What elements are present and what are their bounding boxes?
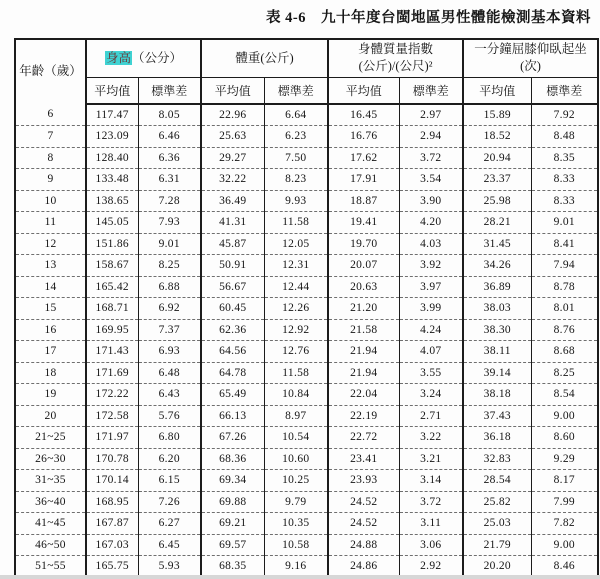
cell-situp-sd: 8.48 (531, 126, 598, 148)
cell-bmi-mean: 20.63 (328, 276, 399, 298)
cell-age: 18 (15, 362, 86, 384)
table-row (15, 233, 598, 255)
cell-height-sd: 6.88 (138, 276, 201, 298)
cell-height-mean: 167.87 (86, 513, 138, 535)
table-row (15, 169, 598, 191)
cell-situp-sd: 8.46 (531, 556, 598, 578)
subheader-situp-sd: 標準差 (531, 77, 598, 104)
cell-bmi-mean: 23.93 (328, 470, 399, 492)
cell-bmi-sd: 4.07 (399, 341, 463, 363)
cell-bmi-mean: 19.41 (328, 212, 399, 234)
height-label-highlight: 身高 (105, 50, 131, 65)
table-row (15, 491, 598, 513)
cell-bmi-sd: 3.72 (399, 147, 463, 169)
cell-situp-sd: 8.35 (531, 147, 598, 169)
situp-header-cell (463, 39, 598, 77)
cell-bmi-mean: 21.94 (328, 341, 399, 363)
cell-weight-sd: 10.25 (264, 470, 328, 492)
cell-weight-sd: 11.58 (264, 212, 328, 234)
cell-age: 41~45 (15, 513, 86, 535)
cell-height-mean: 172.58 (86, 405, 138, 427)
cell-bmi-sd: 3.14 (399, 470, 463, 492)
subheader-weight-sd: 標準差 (264, 77, 328, 104)
cell-height-mean: 158.67 (86, 255, 138, 277)
cell-height-sd: 5.93 (138, 556, 201, 578)
cell-bmi-mean: 24.86 (328, 556, 399, 578)
bmi-header-cell (328, 39, 463, 77)
cell-weight-sd: 6.64 (264, 104, 328, 126)
cell-height-mean: 171.97 (86, 427, 138, 449)
cell-height-mean: 165.42 (86, 276, 138, 298)
cell-height-mean: 151.86 (86, 233, 138, 255)
cell-bmi-mean: 22.19 (328, 405, 399, 427)
cell-weight-sd: 6.23 (264, 126, 328, 148)
cell-situp-sd: 8.25 (531, 362, 598, 384)
cell-bmi-sd: 4.03 (399, 233, 463, 255)
cell-situp-mean: 28.21 (463, 212, 531, 234)
weight-label: 體重(公斤) (235, 50, 294, 65)
cell-height-mean: 170.78 (86, 448, 138, 470)
cell-weight-mean: 41.31 (201, 212, 264, 234)
cell-weight-sd: 8.23 (264, 169, 328, 191)
cell-bmi-mean: 22.72 (328, 427, 399, 449)
cell-bmi-sd: 3.90 (399, 190, 463, 212)
cell-weight-mean: 64.56 (201, 341, 264, 363)
cell-height-sd: 6.45 (138, 534, 201, 556)
cell-height-sd: 6.92 (138, 298, 201, 320)
cell-situp-sd: 8.33 (531, 169, 598, 191)
cell-situp-mean: 18.52 (463, 126, 531, 148)
cell-height-sd: 6.43 (138, 384, 201, 406)
cell-weight-mean: 69.34 (201, 470, 264, 492)
cell-height-sd: 5.76 (138, 405, 201, 427)
cell-weight-sd: 12.26 (264, 298, 328, 320)
cell-weight-mean: 65.49 (201, 384, 264, 406)
cell-height-sd: 8.05 (138, 104, 201, 126)
cell-bmi-mean: 22.04 (328, 384, 399, 406)
cell-situp-mean: 15.89 (463, 104, 531, 126)
cell-situp-mean: 23.37 (463, 169, 531, 191)
cell-bmi-mean: 16.45 (328, 104, 399, 126)
cell-situp-sd: 8.76 (531, 319, 598, 341)
header-group-row (15, 39, 598, 77)
cell-age: 21~25 (15, 427, 86, 449)
cell-situp-mean: 38.11 (463, 341, 531, 363)
cell-situp-mean: 21.79 (463, 534, 531, 556)
cell-weight-mean: 68.36 (201, 448, 264, 470)
cell-height-mean: 165.75 (86, 556, 138, 578)
cell-weight-mean: 69.21 (201, 513, 264, 535)
cell-age: 7 (15, 126, 86, 148)
cell-situp-mean: 20.94 (463, 147, 531, 169)
cell-weight-sd: 9.93 (264, 190, 328, 212)
cell-situp-mean: 39.14 (463, 362, 531, 384)
cell-weight-mean: 50.91 (201, 255, 264, 277)
cell-situp-sd: 8.01 (531, 298, 598, 320)
cell-age: 8 (15, 147, 86, 169)
cell-situp-mean: 36.18 (463, 427, 531, 449)
cell-age: 13 (15, 255, 86, 277)
table-row (15, 384, 598, 406)
cell-height-mean: 133.48 (86, 169, 138, 191)
cell-height-sd: 7.93 (138, 212, 201, 234)
table-row (15, 147, 598, 169)
cell-age: 14 (15, 276, 86, 298)
cell-age: 20 (15, 405, 86, 427)
cell-height-mean: 168.95 (86, 491, 138, 513)
cell-height-sd: 8.25 (138, 255, 201, 277)
cell-weight-sd: 12.76 (264, 341, 328, 363)
cell-bmi-mean: 24.88 (328, 534, 399, 556)
cell-weight-sd: 10.54 (264, 427, 328, 449)
table-row (15, 104, 598, 126)
cell-situp-mean: 34.26 (463, 255, 531, 277)
cell-weight-sd: 9.79 (264, 491, 328, 513)
cell-weight-mean: 64.78 (201, 362, 264, 384)
cell-weight-mean: 45.87 (201, 233, 264, 255)
cell-age: 36~40 (15, 491, 86, 513)
cell-weight-sd: 7.50 (264, 147, 328, 169)
cell-bmi-sd: 3.21 (399, 448, 463, 470)
cell-bmi-sd: 3.06 (399, 534, 463, 556)
table-row (15, 534, 598, 556)
cell-height-mean: 167.03 (86, 534, 138, 556)
cell-height-mean: 171.69 (86, 362, 138, 384)
cell-age: 46~50 (15, 534, 86, 556)
weight-header-cell (201, 39, 328, 77)
cell-weight-sd: 10.35 (264, 513, 328, 535)
cell-height-mean: 138.65 (86, 190, 138, 212)
table-row (15, 362, 598, 384)
table-row (15, 276, 598, 298)
cell-height-mean: 117.47 (86, 104, 138, 126)
cell-bmi-sd: 2.92 (399, 556, 463, 578)
cell-situp-sd: 7.82 (531, 513, 598, 535)
cell-age: 26~30 (15, 448, 86, 470)
cell-weight-sd: 12.31 (264, 255, 328, 277)
table-row (15, 319, 598, 341)
cell-bmi-mean: 17.91 (328, 169, 399, 191)
cell-bmi-mean: 21.58 (328, 319, 399, 341)
cell-weight-mean: 68.35 (201, 556, 264, 578)
height-unit-label: （公分） (132, 50, 183, 65)
cell-weight-sd: 12.44 (264, 276, 328, 298)
cell-situp-sd: 9.00 (531, 534, 598, 556)
cell-bmi-mean: 21.20 (328, 298, 399, 320)
cell-height-mean: 172.22 (86, 384, 138, 406)
cell-situp-sd: 8.60 (531, 427, 598, 449)
cell-weight-mean: 66.13 (201, 405, 264, 427)
cell-height-sd: 6.15 (138, 470, 201, 492)
cell-height-mean: 171.43 (86, 341, 138, 363)
cell-height-sd: 7.28 (138, 190, 201, 212)
cell-weight-mean: 67.26 (201, 427, 264, 449)
cell-situp-sd: 8.33 (531, 190, 598, 212)
cell-height-mean: 128.40 (86, 147, 138, 169)
cell-age: 11 (15, 212, 86, 234)
cell-height-sd: 6.46 (138, 126, 201, 148)
age-header-cell: 年齡（歲） (19, 64, 82, 79)
cell-bmi-sd: 3.24 (399, 384, 463, 406)
cell-bmi-sd: 3.99 (399, 298, 463, 320)
cell-situp-sd: 7.92 (531, 104, 598, 126)
cell-height-sd: 6.48 (138, 362, 201, 384)
cell-height-sd: 6.80 (138, 427, 201, 449)
table-row (15, 341, 598, 363)
cell-age: 15 (15, 298, 86, 320)
cell-situp-sd: 7.94 (531, 255, 598, 277)
cell-situp-mean: 25.98 (463, 190, 531, 212)
cell-situp-sd: 9.29 (531, 448, 598, 470)
table-row (15, 513, 598, 535)
cell-height-sd: 6.93 (138, 341, 201, 363)
cell-age: 16 (15, 319, 86, 341)
table-row (15, 448, 598, 470)
cell-weight-mean: 69.88 (201, 491, 264, 513)
cell-height-mean: 123.09 (86, 126, 138, 148)
subheader-situp-mean: 平均值 (463, 77, 531, 104)
cell-situp-sd: 8.41 (531, 233, 598, 255)
cell-weight-mean: 25.63 (201, 126, 264, 148)
cell-bmi-sd: 3.22 (399, 427, 463, 449)
cell-bmi-sd: 3.55 (399, 362, 463, 384)
cell-height-mean: 145.05 (86, 212, 138, 234)
table-row (15, 255, 598, 277)
cell-weight-sd: 12.05 (264, 233, 328, 255)
cell-situp-sd: 8.17 (531, 470, 598, 492)
cell-height-sd: 6.36 (138, 147, 201, 169)
cell-weight-sd: 10.58 (264, 534, 328, 556)
cell-situp-sd: 7.99 (531, 491, 598, 513)
cell-situp-mean: 38.18 (463, 384, 531, 406)
cell-age: 10 (15, 190, 86, 212)
height-header-cell (86, 39, 201, 77)
cell-bmi-sd: 3.54 (399, 169, 463, 191)
cell-bmi-mean: 24.52 (328, 513, 399, 535)
cell-height-sd: 7.37 (138, 319, 201, 341)
cell-situp-mean: 20.20 (463, 556, 531, 578)
cell-age: 6 (47, 108, 54, 121)
table-row (15, 405, 598, 427)
subheader-row (15, 77, 598, 104)
cell-weight-sd: 12.92 (264, 319, 328, 341)
cell-bmi-mean: 16.76 (328, 126, 399, 148)
situp-label-line1: 一分鐘屈膝仰臥起坐 (474, 42, 587, 57)
cell-weight-mean: 56.67 (201, 276, 264, 298)
cell-bmi-sd: 2.71 (399, 405, 463, 427)
cell-weight-mean: 62.36 (201, 319, 264, 341)
cell-situp-sd: 8.78 (531, 276, 598, 298)
cell-height-sd: 6.31 (138, 169, 201, 191)
cell-situp-sd: 9.01 (531, 212, 598, 234)
cell-bmi-sd: 3.97 (399, 276, 463, 298)
cell-situp-mean: 38.30 (463, 319, 531, 341)
subheader-weight-mean: 平均值 (201, 77, 264, 104)
cell-age: 19 (15, 384, 86, 406)
cell-situp-mean: 25.82 (463, 491, 531, 513)
cell-bmi-mean: 23.41 (328, 448, 399, 470)
cell-bmi-mean: 18.87 (328, 190, 399, 212)
cell-bmi-sd: 4.24 (399, 319, 463, 341)
cell-bmi-sd: 2.97 (399, 104, 463, 126)
cell-weight-sd: 10.84 (264, 384, 328, 406)
cell-height-sd: 6.20 (138, 448, 201, 470)
cell-bmi-mean: 24.52 (328, 491, 399, 513)
cell-bmi-mean: 17.62 (328, 147, 399, 169)
cell-height-mean: 170.14 (86, 470, 138, 492)
subheader-bmi-mean: 平均值 (328, 77, 399, 104)
cell-situp-mean: 28.54 (463, 470, 531, 492)
table-row (15, 470, 598, 492)
cell-weight-sd: 10.60 (264, 448, 328, 470)
cell-height-mean: 168.71 (86, 298, 138, 320)
cell-age: 9 (15, 169, 86, 191)
cell-weight-mean: 69.57 (201, 534, 264, 556)
cell-height-sd: 9.01 (138, 233, 201, 255)
cell-age: 12 (15, 233, 86, 255)
cell-weight-mean: 22.96 (201, 104, 264, 126)
subheader-bmi-sd: 標準差 (399, 77, 463, 104)
cell-weight-sd: 9.16 (264, 556, 328, 578)
cell-age: 31~35 (15, 470, 86, 492)
subheader-height-sd: 標準差 (138, 77, 201, 104)
cell-bmi-mean: 19.70 (328, 233, 399, 255)
cell-weight-mean: 36.49 (201, 190, 264, 212)
page-edge-shadow (0, 575, 600, 579)
table-row (15, 212, 598, 234)
bmi-label-line1: 身體質量指數 (358, 42, 434, 57)
cell-height-sd: 6.27 (138, 513, 201, 535)
cell-situp-mean: 38.03 (463, 298, 531, 320)
table-row (15, 126, 598, 148)
table-body (15, 104, 598, 578)
cell-weight-mean: 32.22 (201, 169, 264, 191)
table-row (15, 298, 598, 320)
cell-situp-sd: 9.00 (531, 405, 598, 427)
cell-bmi-sd: 3.11 (399, 513, 463, 535)
cell-height-mean: 169.95 (86, 319, 138, 341)
table-row (15, 427, 598, 449)
cell-situp-sd: 8.54 (531, 384, 598, 406)
subheader-height-mean: 平均值 (86, 77, 138, 104)
cell-situp-mean: 32.83 (463, 448, 531, 470)
cell-bmi-sd: 3.72 (399, 491, 463, 513)
page-title: 表 4-6 九十年度台閩地區男性體能檢測基本資料 (266, 10, 591, 26)
cell-weight-mean: 60.45 (201, 298, 264, 320)
cell-weight-mean: 29.27 (201, 147, 264, 169)
cell-bmi-sd: 3.92 (399, 255, 463, 277)
cell-height-sd: 7.26 (138, 491, 201, 513)
cell-situp-mean: 31.45 (463, 233, 531, 255)
cell-bmi-sd: 4.20 (399, 212, 463, 234)
cell-age: 51~55 (15, 556, 86, 578)
cell-situp-mean: 37.43 (463, 405, 531, 427)
cell-bmi-mean: 20.07 (328, 255, 399, 277)
table-row (15, 190, 598, 212)
cell-weight-sd: 8.97 (264, 405, 328, 427)
bmi-label-line2: (公斤)/(公尺)² (358, 59, 433, 74)
cell-bmi-mean: 21.94 (328, 362, 399, 384)
fitness-stats-table (14, 38, 599, 579)
situp-label-line2: (次) (520, 59, 541, 74)
cell-situp-mean: 25.03 (463, 513, 531, 535)
cell-age: 17 (15, 341, 86, 363)
cell-situp-sd: 8.68 (531, 341, 598, 363)
cell-situp-mean: 36.89 (463, 276, 531, 298)
cell-bmi-sd: 2.94 (399, 126, 463, 148)
cell-weight-sd: 11.58 (264, 362, 328, 384)
